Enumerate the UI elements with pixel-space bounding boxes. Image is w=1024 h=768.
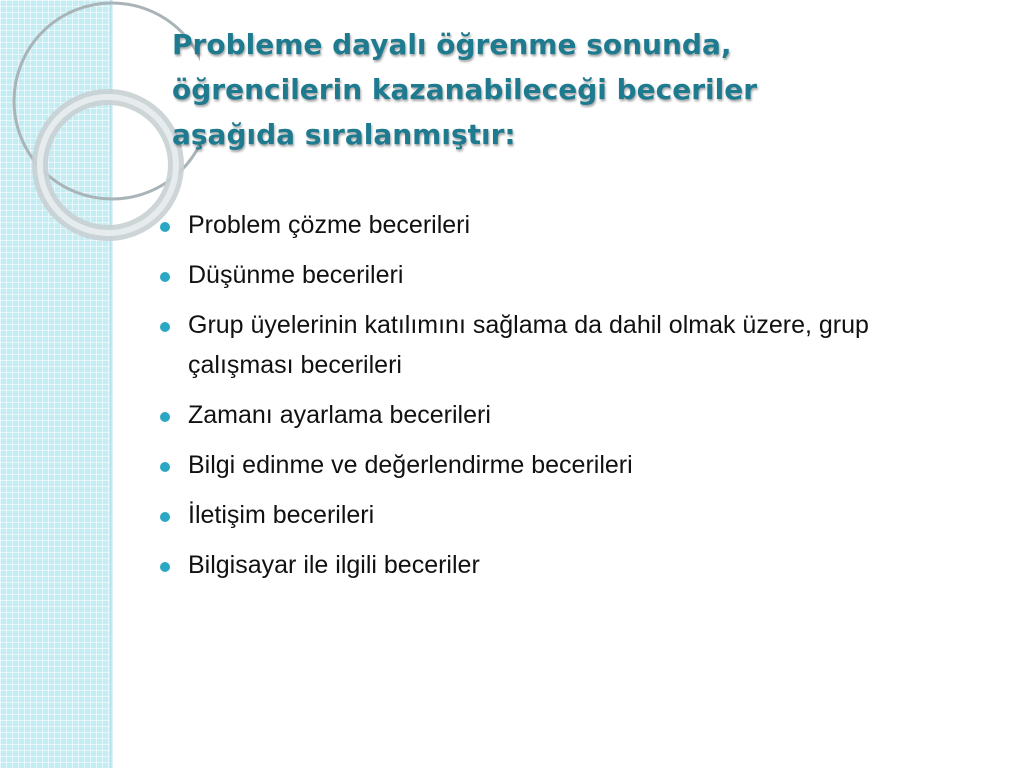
list-item <box>160 445 980 485</box>
title-line: öğrencilerin kazanabileceği beceriler <box>172 73 758 106</box>
bullet-dot-icon <box>160 412 170 422</box>
bullet-dot-icon <box>160 272 170 282</box>
list-item-text: Bilgisayar ile ilgili beceriler <box>188 551 480 579</box>
list-item <box>160 255 980 295</box>
list-item <box>160 545 980 585</box>
list-item-text: Bilgi edinme ve değerlendirme becerileri <box>188 451 633 479</box>
list-item <box>160 305 980 385</box>
list-item-text: Problem çözme becerileri <box>188 211 471 239</box>
list-item <box>160 495 980 535</box>
bullet-list <box>160 205 980 595</box>
list-item-text: Grup üyelerinin katılımını sağlama da dahil olmak üzere, grup çalışması becerileri <box>188 311 869 379</box>
bullet-dot-icon <box>160 322 170 332</box>
list-item <box>160 205 980 245</box>
list-item-text: Düşünme becerileri <box>188 261 404 289</box>
list-item-text: İletişim becerileri <box>188 501 375 529</box>
slide-title <box>172 22 872 157</box>
bullet-dot-icon <box>160 222 170 232</box>
bullet-dot-icon <box>160 462 170 472</box>
bullet-dot-icon <box>160 562 170 572</box>
title-line: Probleme dayalı öğrenme sonunda, <box>172 28 732 61</box>
title-line: aşağıda sıralanmıştır: <box>172 118 516 151</box>
list-item <box>160 395 980 435</box>
bullet-dot-icon <box>160 512 170 522</box>
list-item-text: Zamanı ayarlama becerileri <box>188 401 491 429</box>
